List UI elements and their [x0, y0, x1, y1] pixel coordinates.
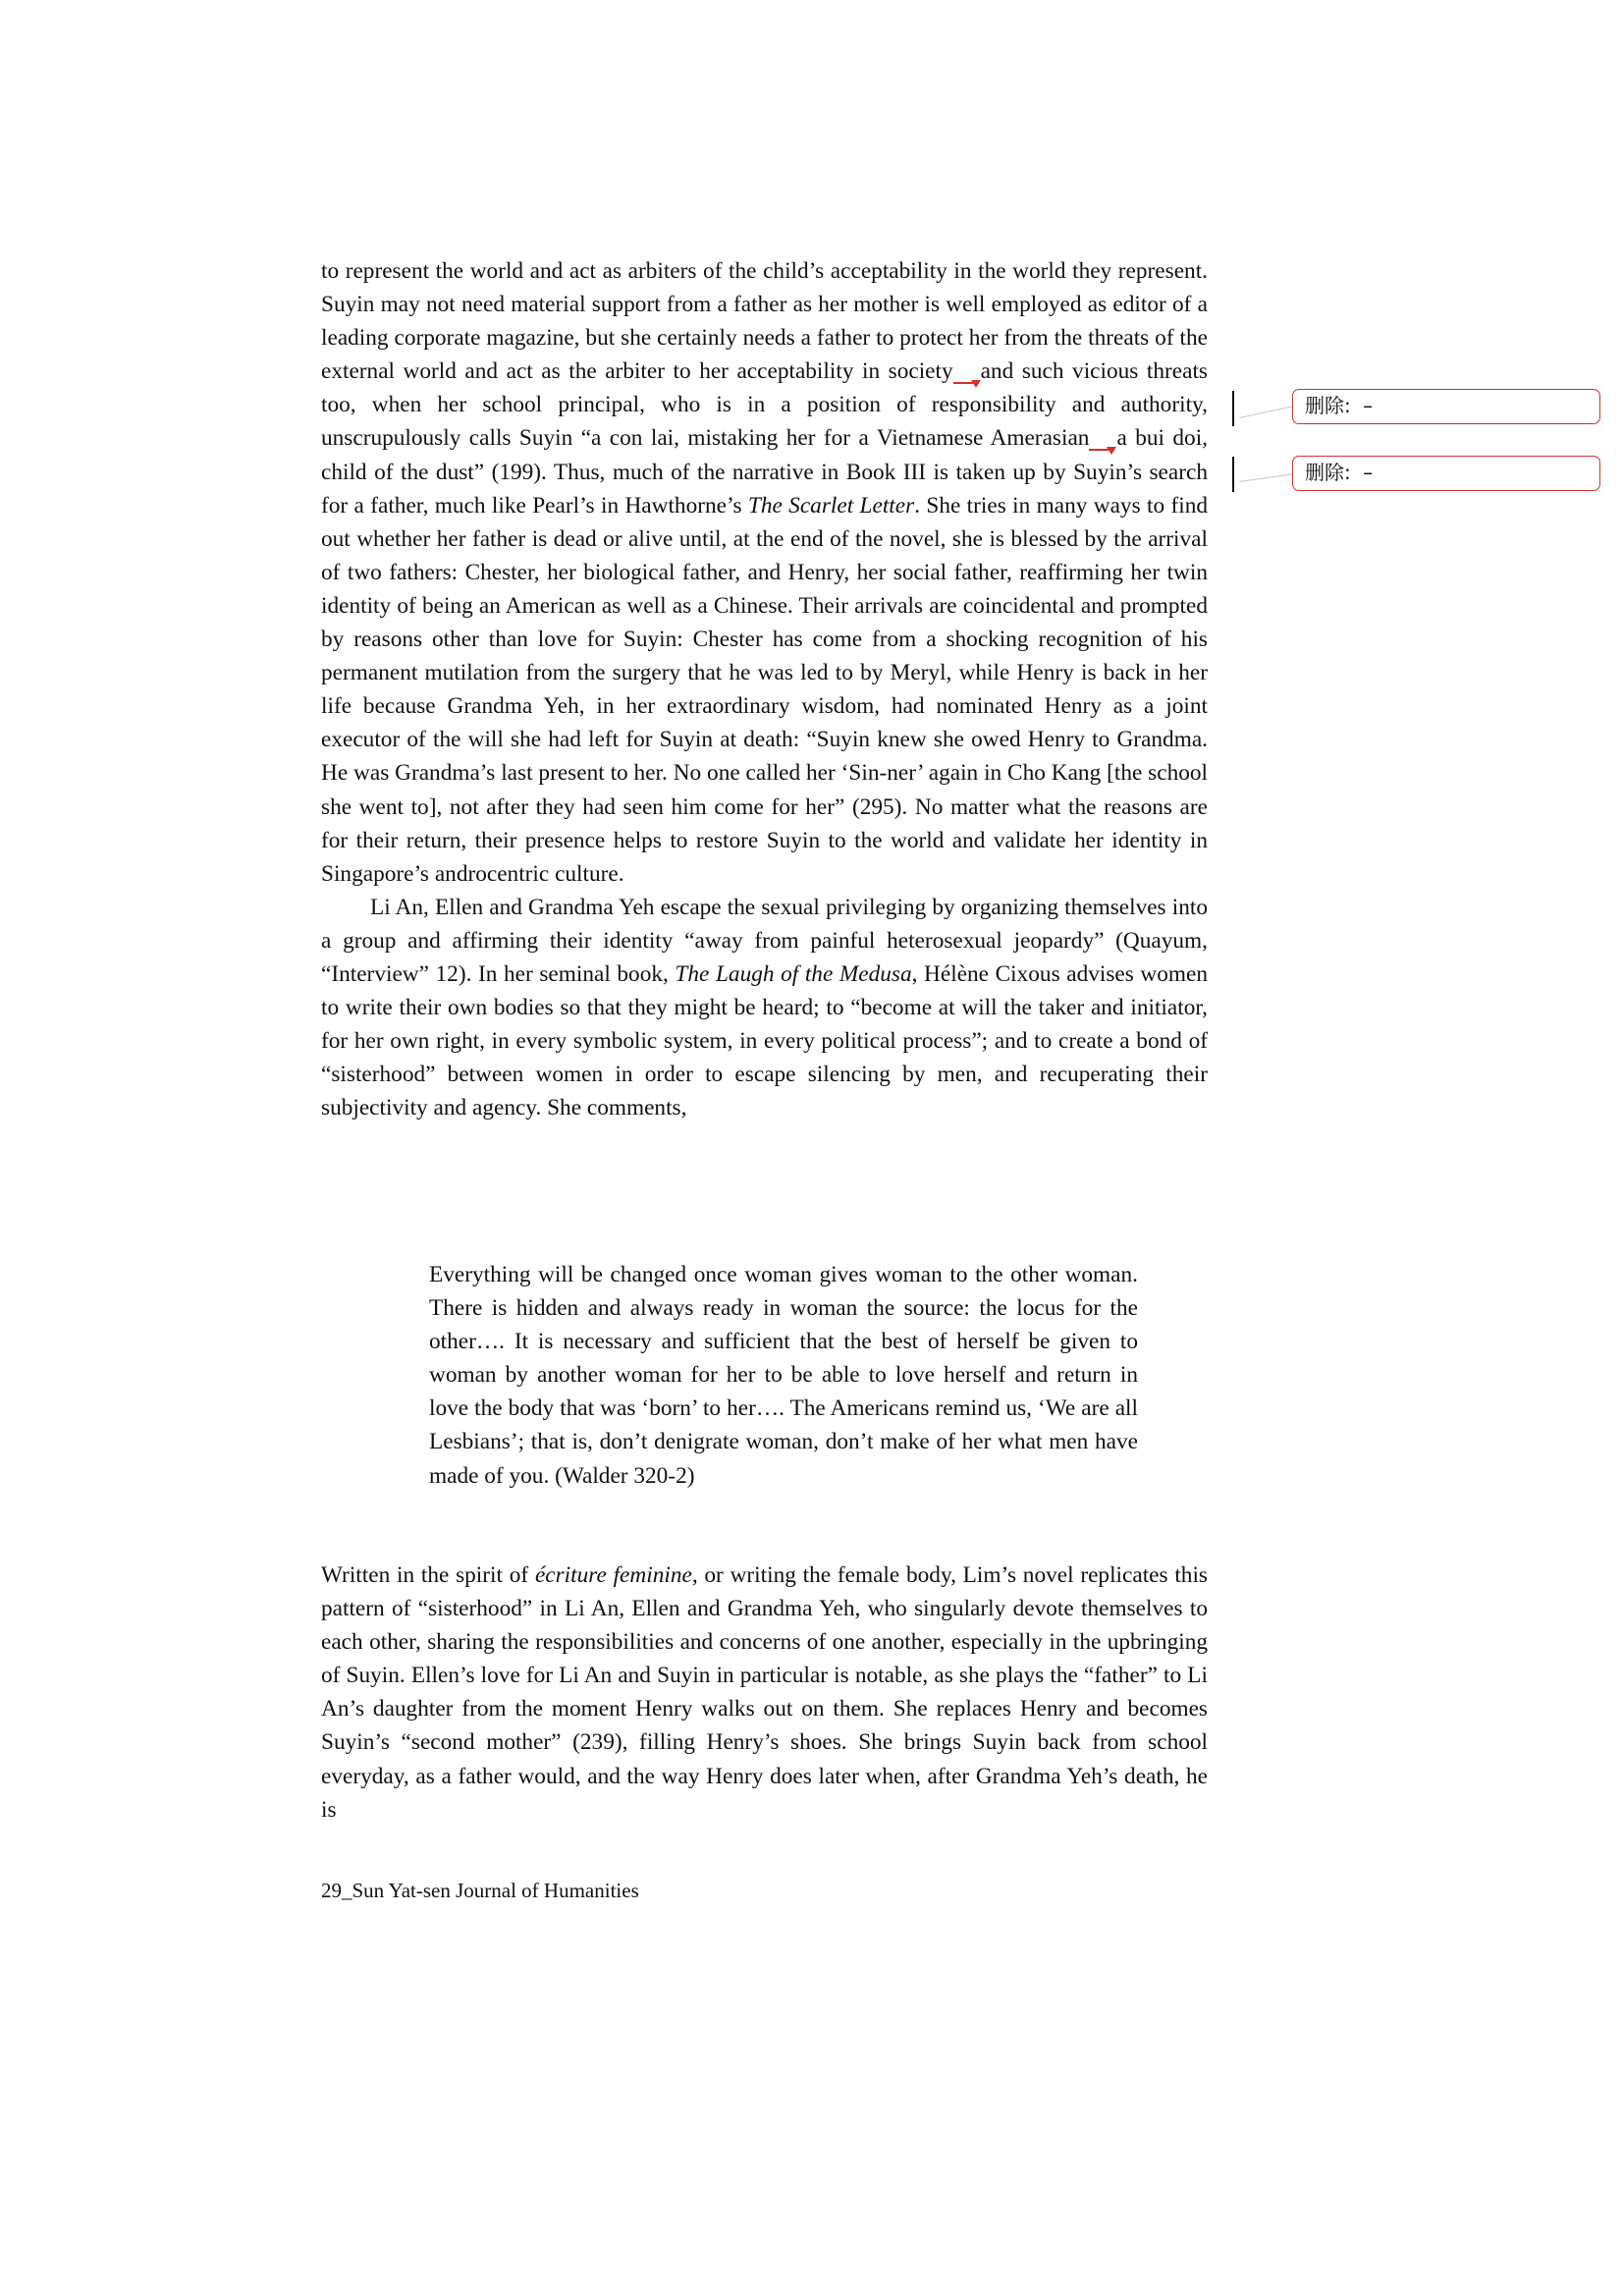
body-text-lower	[321, 1558, 1208, 1827]
deletion-mark-1[interactable]	[953, 358, 981, 378]
paragraph-3-part-1: Written in the spirit of	[321, 1562, 535, 1588]
comment-label: 删除:	[1305, 461, 1351, 484]
paragraph-1-part-1: to represent the world and act as arbiters of the child’s acceptability in the world they represent. Suyin may not need material support from a father as her mother is well employed as editor of a leading corporate magazine, but she certainly needs a father to protect her from the threats of the external world and act as the arbiter to her acceptability in society	[321, 258, 1208, 385]
change-bar-2	[1232, 457, 1234, 492]
deletion-comment-2[interactable]	[1292, 456, 1600, 491]
paragraph-2-part-2: , Hélène Cixous advises women to write their own bodies so that they might be heard; to “become at will the taker and initiator, for her own right, in every symbolic system, in every political process”; and to create a bond of “sisterhood” between women in order to escape silencing by men, and recuperating their subjectivity and agency. She comments,	[321, 960, 1208, 1121]
paragraph-1	[321, 254, 1208, 891]
paragraph-1-part-4: . She tries in many ways to find out whether her father is dead or alive until, at the end of the novel, she is blessed by the arrival of two fathers: Chester, her biological father, and Henry, her social father, reaffirming her twin identity of being an American as well as a Chinese. Their arrivals are coincidental and prompted by reasons other than love for Suyin: Chester has come from a shocking recognition of his permanent mutilation from the surgery that he was led to by Meryl, while Henry is back in her life because Grandma Yeh, in her extraordinary wisdom, had nominated Henry as a joint executor of the will she had left for Suyin at death: “Suyin knew she owed Henry to Grandma. He was Grandma’s last present to her. No one called her ‘Sin-ner’ again in Cho Kang [the school she went to], not after they had seen him come for her” (295). No matter what the reasons are for their return, their presence helps to restore Suyin to the world and validate her identity in Singapore’s androcentric culture.	[321, 492, 1209, 887]
block-quote: Everything will be changed once woman gives woman to the other woman. There is hidden and always ready in woman the source: the locus for the other…. It is necessary and sufficient that the best of herself be given to woman by another woman for her to be able to love herself and return in love the body that was ‘born’ to her…. The Americans remind us, ‘We are all Lesbians’; that is, don’t denigrate woman, don’t make of her what men have made of you. (Walder 320-2)	[429, 1262, 1138, 1489]
body-text-upper	[321, 254, 1208, 1124]
paragraph-3	[321, 1558, 1208, 1827]
comment-value: –	[1363, 394, 1374, 417]
term-ecriture-feminine: écriture feminine	[534, 1562, 692, 1588]
comment-leader-1	[1239, 406, 1293, 418]
comment-value: –	[1363, 461, 1374, 484]
comment-label: 删除:	[1305, 394, 1351, 417]
paragraph-3-part-2: , or writing the female body, Lim’s novel replicates this pattern of “sisterhood” in Li An, Ellen and Grandma Yeh, who singularly devote themselves to each other, sharing the responsibilities and concerns of one another, especially in the upbringing of Suyin. Ellen’s love for Li An and Suyin in particular is notable, as she plays the “father” to Li An’s daughter from the moment Henry walks out on them. She replaces Henry and becomes Suyin’s “second mother” (239), filling Henry’s shoes. She brings Suyin back from school everyday, as a father would, and the way Henry does later when, after Grandma Yeh’s death, he is	[321, 1562, 1208, 1823]
paragraph-2-part-1: Li An, Ellen and Grandma Yeh escape the sexual privileging by organizing themselves into a group and affirming their identity “away from painful heterosexual jeopardy” (Quayum, “Interview” 12). In her seminal book,	[321, 894, 1208, 987]
deletion-mark-2[interactable]	[1089, 425, 1116, 445]
book-title-scarlet-letter: The Scarlet Letter	[747, 492, 915, 519]
paragraph-1-part-3: a bui doi, child of the dust” (199). Thus, much of the narrative in Book III is taken up by Suyin’s search for a father, much like Pearl’s in Hawthorne’s	[321, 425, 1208, 519]
book-title-laugh-of-medusa: The Laugh of the Medusa	[675, 960, 912, 987]
paragraph-2	[321, 891, 1208, 1125]
paragraph-1-part-2: and such vicious threats too, when her school principal, who is in a position of responsibility and authority, unscrupulously calls Suyin “a con lai, mistaking her for a Vietnamese Amerasian	[321, 358, 1208, 452]
comment-leader-2	[1239, 473, 1294, 482]
page-footer: 29_Sun Yat-sen Journal of Humanities	[321, 1879, 639, 1902]
change-bar-1	[1232, 391, 1234, 426]
deletion-comment-1[interactable]	[1292, 389, 1600, 424]
